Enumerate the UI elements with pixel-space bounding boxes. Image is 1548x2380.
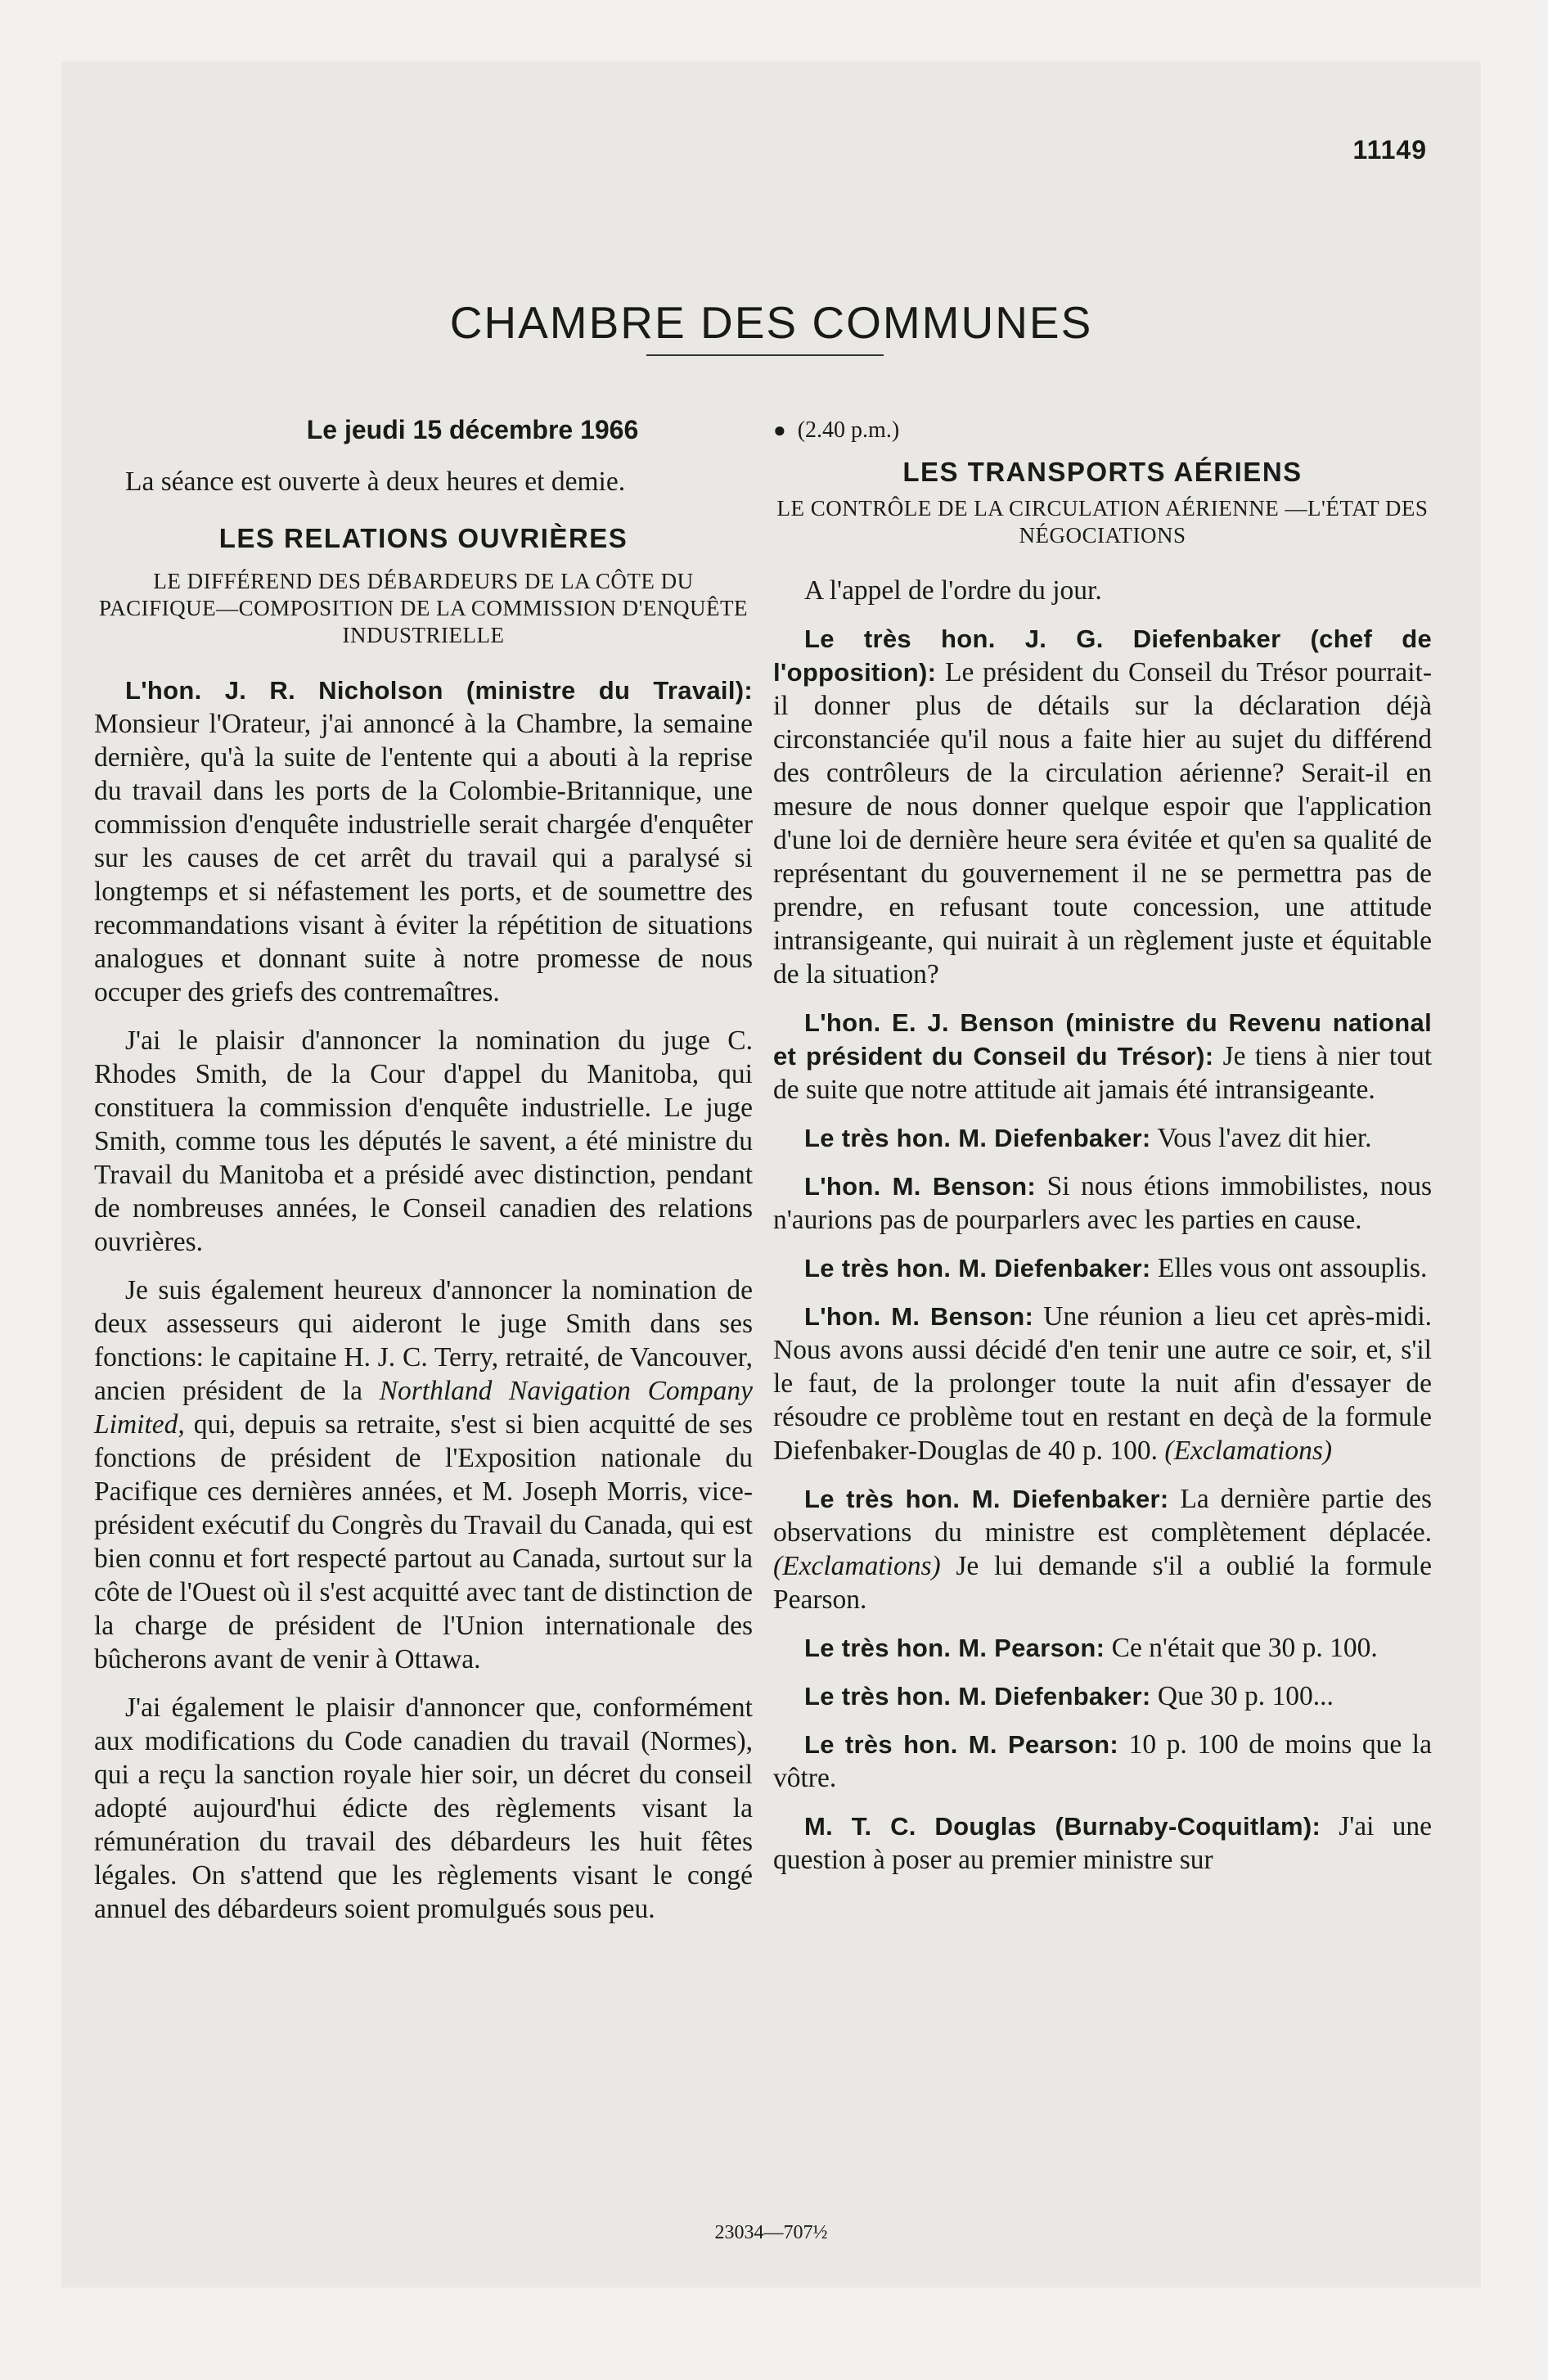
speaker-name: Le très hon. M. Pearson: — [804, 1634, 1105, 1662]
speaker-name: M. T. C. Douglas (Burnaby-Coquitlam): — [804, 1812, 1321, 1841]
speech-text: Que 30 p. 100... — [1157, 1681, 1334, 1711]
paragraph-call: A l'appel de l'ordre du jour. — [804, 575, 1102, 606]
document-page — [61, 61, 1481, 2288]
speech-text: Monsieur l'Orateur, j'ai annoncé à la Chambre, la semaine dernière, qu'à la suite de l'entente qui a abouti à la reprise du travail dans les ports de la Colombie-Britannique, une commission d'enquête industrielle serait chargée d'enquêter sur les causes de cet arrêt du travail qui a paralysé si longtemps et si néfastement les ports, et de soumettre des recommandations visant à éviter la répétition de situations analogues et donnant suite à notre promesse de nous occuper des griefs des contremaîtres. — [94, 709, 753, 1007]
paragraph-exchange — [773, 1121, 1432, 1155]
company-name: Northland Navigation Company Limited, — [94, 1376, 753, 1440]
speaker-name: Le très hon. M. Diefenbaker: — [804, 1124, 1151, 1152]
speech-text: Le président du Conseil du Trésor pourrait-il donner plus de détails sur la déclaration déjà circonstanciée qu'il nous a faite hier au sujet du différend des contrôleurs de la circulation aérienne? Serait-il en mesure de nous donner quelque espoir que l'application d'une loi de dernière heure sera évitée et qu'en sa qualité de représentant du gouvernement il ne se permettra pas de prendre, en refusant toute concession, une attitude intransigeante, qui nuirait à un règlement juste et équitable de la situation? — [773, 657, 1433, 989]
speech-text: La dernière partie des observations du ministre est complètement déplacée. — [773, 1484, 1432, 1548]
exclamations: (Exclamations) — [773, 1551, 941, 1581]
paragraph-exchange — [773, 1300, 1432, 1467]
speech-text: 10 p. 100 de moins que la vôtre. — [773, 1729, 1432, 1793]
title-rule — [646, 354, 884, 356]
chamber-title: CHAMBRE DES COMMUNES — [449, 296, 1093, 348]
speech-text: Je suis également heureux d'annoncer la nomination de deux assesseurs qui aideront le juge Smith dans ses fonctions: le capitaine H. J. C. Terry, retraité, de Vancouver, ancien président de la — [94, 1275, 753, 1406]
paragraph-assessors — [94, 1273, 753, 1676]
paragraph-exchange — [773, 1482, 1432, 1616]
speaker-name: Le très hon. M. Diefenbaker: — [804, 1485, 1169, 1513]
speaker-name: L'hon. J. R. Nicholson (ministre du Travail): — [125, 676, 753, 705]
speech-text: qui, depuis sa retraite, s'est si bien acquitté de ses fonctions de président de l'Exposition nationale du Pacifique ces dernières années, et M. Joseph Morris, vice-président exécutif du Congrès du Travail du Canada, qui est bien connu et fort respecté partout au Canada, surtout sur la côte de l'Ouest où il s'est acquitté avec tant de distinction de la charge de président de l'Union internationale des bûcherons avant de venir à Ottawa. — [94, 1409, 754, 1675]
paragraph-exchange — [773, 1631, 1432, 1665]
paragraph-exchange — [773, 1728, 1432, 1795]
speech-text: Une réunion a lieu cet après-midi. Nous avons aussi décidé d'en tenir une autre ce soir, et, s'il le faut, de la prolonger toute la nuit afin d'essayer de résoudre ce problème tout en restant en deçà de la formule Diefenbaker-Douglas de 40 p. 100. — [773, 1301, 1432, 1466]
paragraph-exchange — [773, 1251, 1432, 1285]
paragraph-exchange — [773, 1679, 1432, 1713]
opening-paragraph: La séance est ouverte à deux heures et demie. — [125, 467, 626, 497]
paragraph-exchange — [773, 1006, 1432, 1107]
speech-text: Je tiens à nier tout de suite que notre attitude ait jamais été intransigeante. — [773, 1041, 1432, 1105]
speech-text: J'ai une question à poser au premier ministre sur — [773, 1811, 1433, 1875]
subheading-dockworkers: LE DIFFÉREND DES DÉBARDEURS DE LA CÔTE DU PACIFIQUE—COMPOSITION DE LA COMMISSION D'ENQUÊTE INDUSTRIELLE — [99, 569, 748, 647]
exclamations: (Exclamations) — [1164, 1436, 1333, 1466]
speaker-name: L'hon. E. J. Benson (ministre du Revenu national et président du Conseil du Trésor): — [773, 1008, 1432, 1071]
speaker-name: Le très hon. J. G. Diefenbaker (chef de l'opposition): — [773, 624, 1432, 687]
speaker-name: L'hon. M. Benson: — [804, 1172, 1036, 1201]
paragraph-exchange — [773, 622, 1432, 991]
speech-text: Elles vous ont assouplis. — [1157, 1253, 1428, 1283]
speaker-name: Le très hon. M. Pearson: — [804, 1730, 1119, 1759]
paragraph-nicholson — [94, 674, 753, 1009]
section-heading-labour: LES RELATIONS OUVRIÈRES — [218, 523, 628, 553]
paragraph-nomination: J'ai le plaisir d'annoncer la nomination du juge C. Rhodes Smith, de la Cour d'appel du Manitoba, qui constituera la commission d'enquête industrielle. Le juge Smith, comme tous les députés le savent, a été ministre du Travail du Manitoba et a présidé avec distinction, pendant de nombreuses années, le Conseil canadien des relations ouvrières. — [94, 1025, 753, 1257]
speaker-name: L'hon. M. Benson: — [804, 1302, 1034, 1331]
paragraph-exchange — [773, 1810, 1432, 1877]
page-number: 11149 — [1352, 135, 1427, 165]
subheading-air-traffic: LE CONTRÔLE DE LA CIRCULATION AÉRIENNE —L'ÉTAT DES NÉGOCIATIONS — [776, 496, 1429, 548]
time-marker — [773, 413, 1432, 447]
right-column — [773, 413, 1432, 1891]
speaker-name: Le très hon. M. Diefenbaker: — [804, 1254, 1151, 1282]
left-column — [94, 413, 753, 1941]
section-heading-air: LES TRANSPORTS AÉRIENS — [902, 457, 1303, 487]
paragraph-exchange — [773, 1170, 1432, 1237]
speech-text: Ce n'était que 30 p. 100. — [1111, 1633, 1378, 1663]
bullet-icon: ● — [773, 418, 786, 442]
time-text: (2.40 p.m.) — [797, 417, 900, 443]
footer-code: 23034—707½ — [714, 2222, 828, 2243]
sitting-date: Le jeudi 15 décembre 1966 — [306, 415, 639, 444]
speech-text: Si nous étions immobilistes, nous n'aurions pas de pourparlers avec les parties en cause. — [773, 1171, 1432, 1235]
paragraph-regulations: J'ai également le plaisir d'annoncer que, conformément aux modifications du Code canadien du travail (Normes), qui a reçu la sanction royale hier soir, un décret du conseil adopté aujourd'hui édicte des règlements visant la rémunération du travail des débardeurs les huit fêtes légales. On s'attend que les règlements visant le congé annuel des débardeurs soient promulgués sous peu. — [94, 1693, 753, 1924]
speech-text: Je lui demande s'il a oublié la formule Pearson. — [773, 1551, 1432, 1615]
speaker-name: Le très hon. M. Diefenbaker: — [804, 1682, 1151, 1711]
speech-text: Vous l'avez dit hier. — [1157, 1123, 1372, 1153]
